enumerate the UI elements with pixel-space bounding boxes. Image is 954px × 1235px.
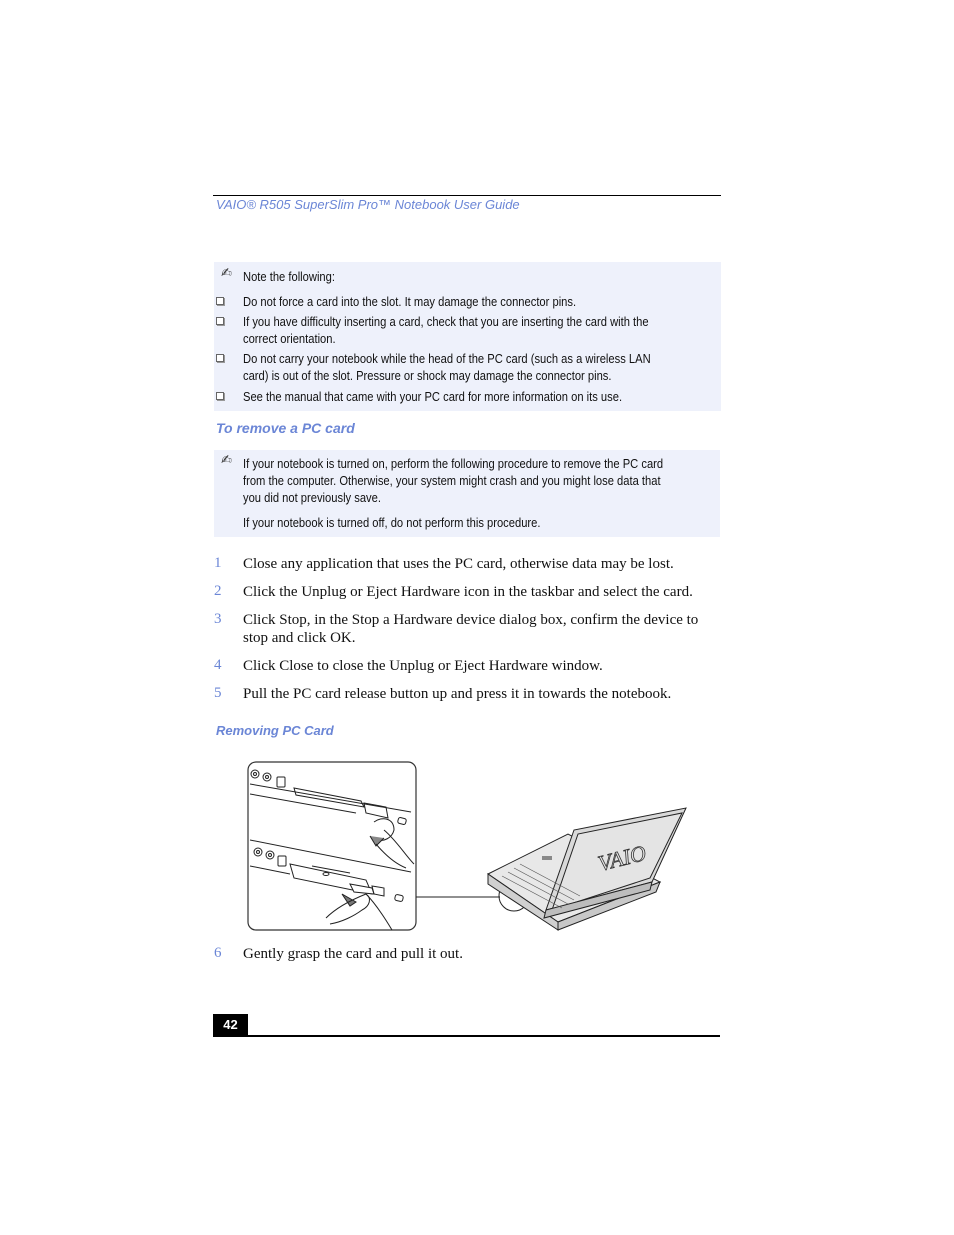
note-item-continued: correct orientation. <box>243 331 336 346</box>
inset-panel <box>248 762 416 930</box>
vaio-logo: VAIO <box>595 840 649 876</box>
step-number: 6 <box>214 945 222 961</box>
header-rule <box>213 195 721 196</box>
step-text: Click Stop, in the Stop a Hardware device dialog box, confirm the device to <box>243 612 699 628</box>
step-number: 4 <box>214 657 222 673</box>
note-title: Note the following: <box>243 269 335 284</box>
note-line: If your notebook is turned off, do not perform this procedure. <box>243 515 541 530</box>
note-line: If your notebook is turned on, perform the following procedure to remove the PC card <box>243 456 664 471</box>
bullet-icon <box>216 317 224 325</box>
running-head: VAIO® R505 SuperSlim Pro™ Notebook User Guide <box>216 197 520 212</box>
step-number: 3 <box>214 611 222 627</box>
page-number: 42 <box>213 1014 248 1036</box>
pc-card-removal-illustration <box>246 760 690 934</box>
note-item: See the manual that came with your PC card for more information on its use. <box>243 389 623 404</box>
step-number: 1 <box>214 555 222 571</box>
step-number: 2 <box>214 583 222 599</box>
note-line: you did not previously save. <box>243 490 381 505</box>
bullet-icon <box>216 354 224 362</box>
step-text: Pull the PC card release button up and press it in towards the notebook. <box>243 686 672 702</box>
step-text: Click Close to close the Unplug or Eject Hardware window. <box>243 658 603 674</box>
step-text: Close any application that uses the PC card, otherwise data may be lost. <box>243 556 674 572</box>
step-number: 5 <box>214 685 222 701</box>
note-item: If you have difficulty inserting a card, check that you are inserting the card with the <box>243 314 649 329</box>
step-text: Gently grasp the card and pull it out. <box>243 946 463 962</box>
note-item-continued: card) is out of the slot. Pressure or shock may damage the connector pins. <box>243 368 612 383</box>
pencil-note-icon: ✍ <box>221 453 232 468</box>
figure-caption: Removing PC Card <box>216 723 334 738</box>
note-item: Do not force a card into the slot. It may damage the connector pins. <box>243 294 577 309</box>
step-text-continued: stop and click OK. <box>243 630 356 646</box>
step-text: Click the Unplug or Eject Hardware icon in the taskbar and select the card. <box>243 584 693 600</box>
vaio-laptop <box>488 808 686 930</box>
footer-rule <box>213 1035 720 1037</box>
note-line: from the computer. Otherwise, your system might crash and you might lose data that <box>243 473 661 488</box>
section-heading: To remove a PC card <box>216 420 355 436</box>
bullet-icon <box>216 392 224 400</box>
bullet-icon <box>216 297 224 305</box>
note-item: Do not carry your notebook while the head of the PC card (such as a wireless LAN <box>243 351 651 366</box>
pencil-note-icon: ✍ <box>221 266 232 281</box>
